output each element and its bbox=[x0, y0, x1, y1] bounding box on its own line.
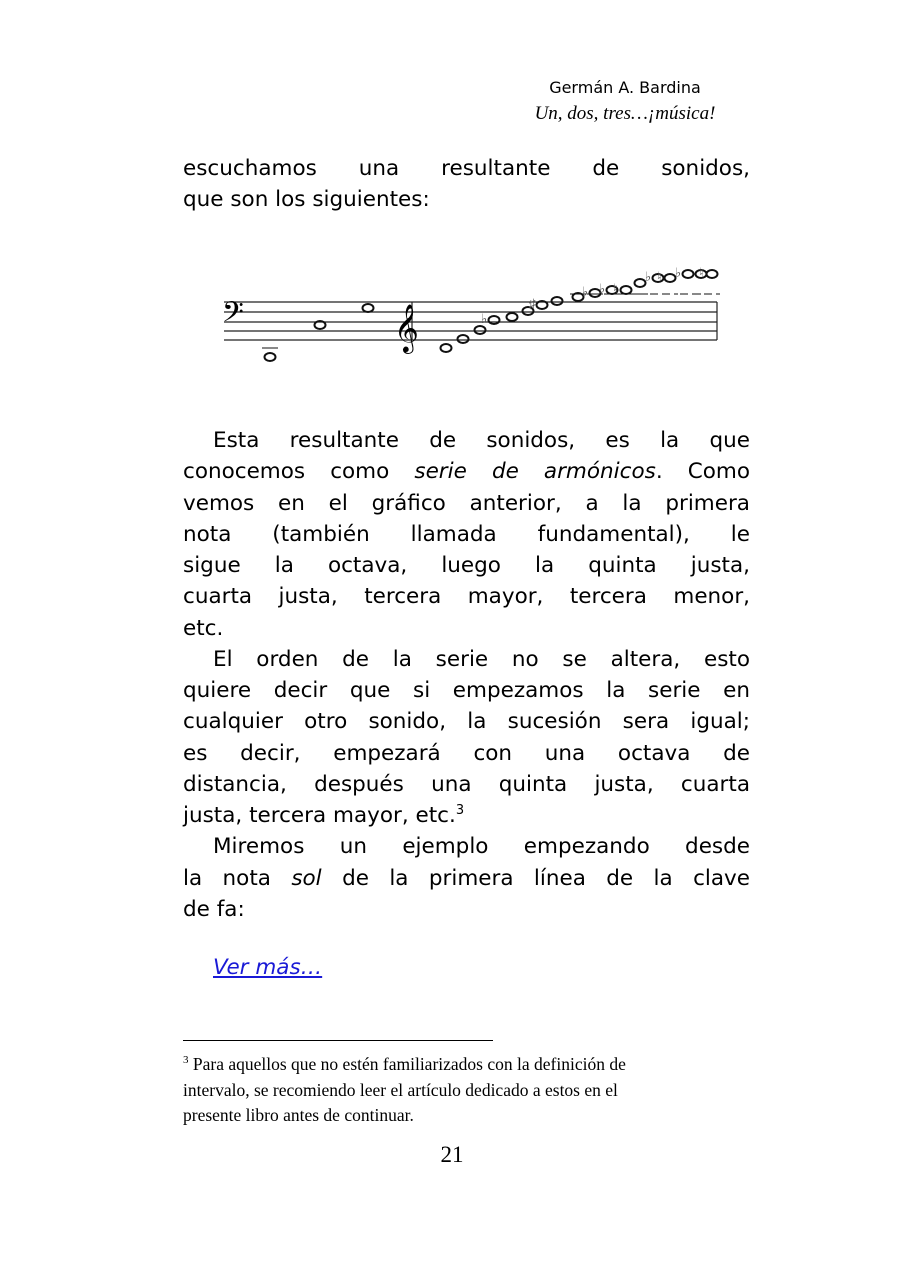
italic-term: serie de armónicos bbox=[414, 459, 656, 485]
bass-clef-icon: 𝄢 bbox=[222, 296, 244, 336]
text: conocemos como bbox=[183, 459, 415, 485]
accidental-icon: ♮ bbox=[657, 269, 662, 284]
text: justa, tercera mayor, etc. bbox=[183, 803, 456, 828]
text-line: cualquier otro sonido, la sucesión sera igual; bbox=[183, 709, 750, 735]
whole-note bbox=[683, 270, 694, 278]
text-line: Esta resultante de sonidos, es la que bbox=[213, 428, 750, 453]
whole-note bbox=[552, 297, 563, 305]
page-number: 21 bbox=[440, 1142, 464, 1167]
notes bbox=[262, 265, 720, 361]
staff-lines bbox=[224, 302, 717, 340]
treble-clef-icon: 𝄞 bbox=[394, 303, 419, 352]
whole-note bbox=[363, 304, 374, 312]
text-line: distancia, después una quinta justa, cuarta bbox=[183, 771, 750, 797]
whole-note bbox=[665, 274, 676, 282]
text-line bbox=[183, 800, 750, 831]
accidental-icon: ♭ bbox=[599, 281, 606, 296]
text-line bbox=[183, 456, 750, 487]
whole-note bbox=[707, 270, 718, 278]
footnote-reference[interactable]: 3 bbox=[455, 803, 465, 818]
intro-paragraph bbox=[183, 153, 750, 216]
whole-note bbox=[635, 279, 646, 287]
harmonic-series-staff bbox=[210, 250, 740, 380]
whole-note bbox=[458, 335, 469, 343]
text-line: cuarta justa, tercera mayor, tercera menor, bbox=[183, 584, 750, 610]
footnote-line: Para aquellos que no estén familiarizados con la definición de bbox=[192, 1054, 626, 1074]
text-line bbox=[183, 863, 750, 894]
text-line: nota (también llamada fundamental), le bbox=[183, 521, 750, 547]
whole-note bbox=[441, 344, 452, 352]
text-line: El orden de la serie no se altera, esto bbox=[213, 646, 750, 672]
accidental-icon: ♭ bbox=[582, 284, 589, 299]
footnote-line: intervalo, se recomiendo leer el artículo dedicado a estos en el bbox=[183, 1079, 618, 1100]
header-author: Germán A. Bardina bbox=[549, 78, 701, 97]
footnote-marker: 3 bbox=[183, 1054, 189, 1066]
text-line: es decir, empezará con una octava de bbox=[183, 740, 750, 766]
footnote-line: presente libro antes de continuar. bbox=[183, 1105, 414, 1125]
footnote-divider bbox=[183, 1040, 493, 1041]
ver-mas-link[interactable]: Ver más… bbox=[213, 955, 323, 980]
accidental-icon: ♯ bbox=[529, 296, 536, 311]
whole-note bbox=[621, 286, 632, 294]
text-line: escuchamos una resultante de sonidos, bbox=[183, 156, 750, 181]
text: de la primera línea de la clave bbox=[321, 865, 751, 891]
accidental-icon: ♮ bbox=[613, 281, 618, 296]
text-line: de fa: bbox=[183, 896, 245, 922]
text-line: vemos en el gráfico anterior, a la primera bbox=[183, 490, 750, 516]
accidental-icon: ♭ bbox=[481, 311, 488, 326]
text: . Como bbox=[655, 459, 751, 485]
text-line: etc. bbox=[183, 615, 224, 641]
text-line: quiere decir que si empezamos la serie en bbox=[183, 678, 750, 703]
whole-note bbox=[265, 353, 276, 361]
text-line: sigue la octava, luego la quinta justa, bbox=[183, 553, 750, 578]
text-line: Miremos un ejemplo empezando desde bbox=[213, 834, 750, 860]
paragraph-1 bbox=[183, 425, 750, 925]
accidental-icon: ♭ bbox=[645, 269, 652, 284]
whole-note bbox=[507, 313, 518, 321]
text: la nota bbox=[183, 865, 292, 891]
italic-term: sol bbox=[291, 865, 322, 891]
whole-note bbox=[475, 326, 486, 334]
accidental-icon: ♭ bbox=[675, 265, 682, 280]
header-book-title: Un, dos, tres…¡música! bbox=[534, 103, 716, 124]
text-line: que son los siguientes: bbox=[183, 187, 430, 213]
whole-note bbox=[489, 316, 500, 324]
accidental-icon: ♮ bbox=[699, 265, 704, 280]
footnote bbox=[183, 1052, 743, 1129]
